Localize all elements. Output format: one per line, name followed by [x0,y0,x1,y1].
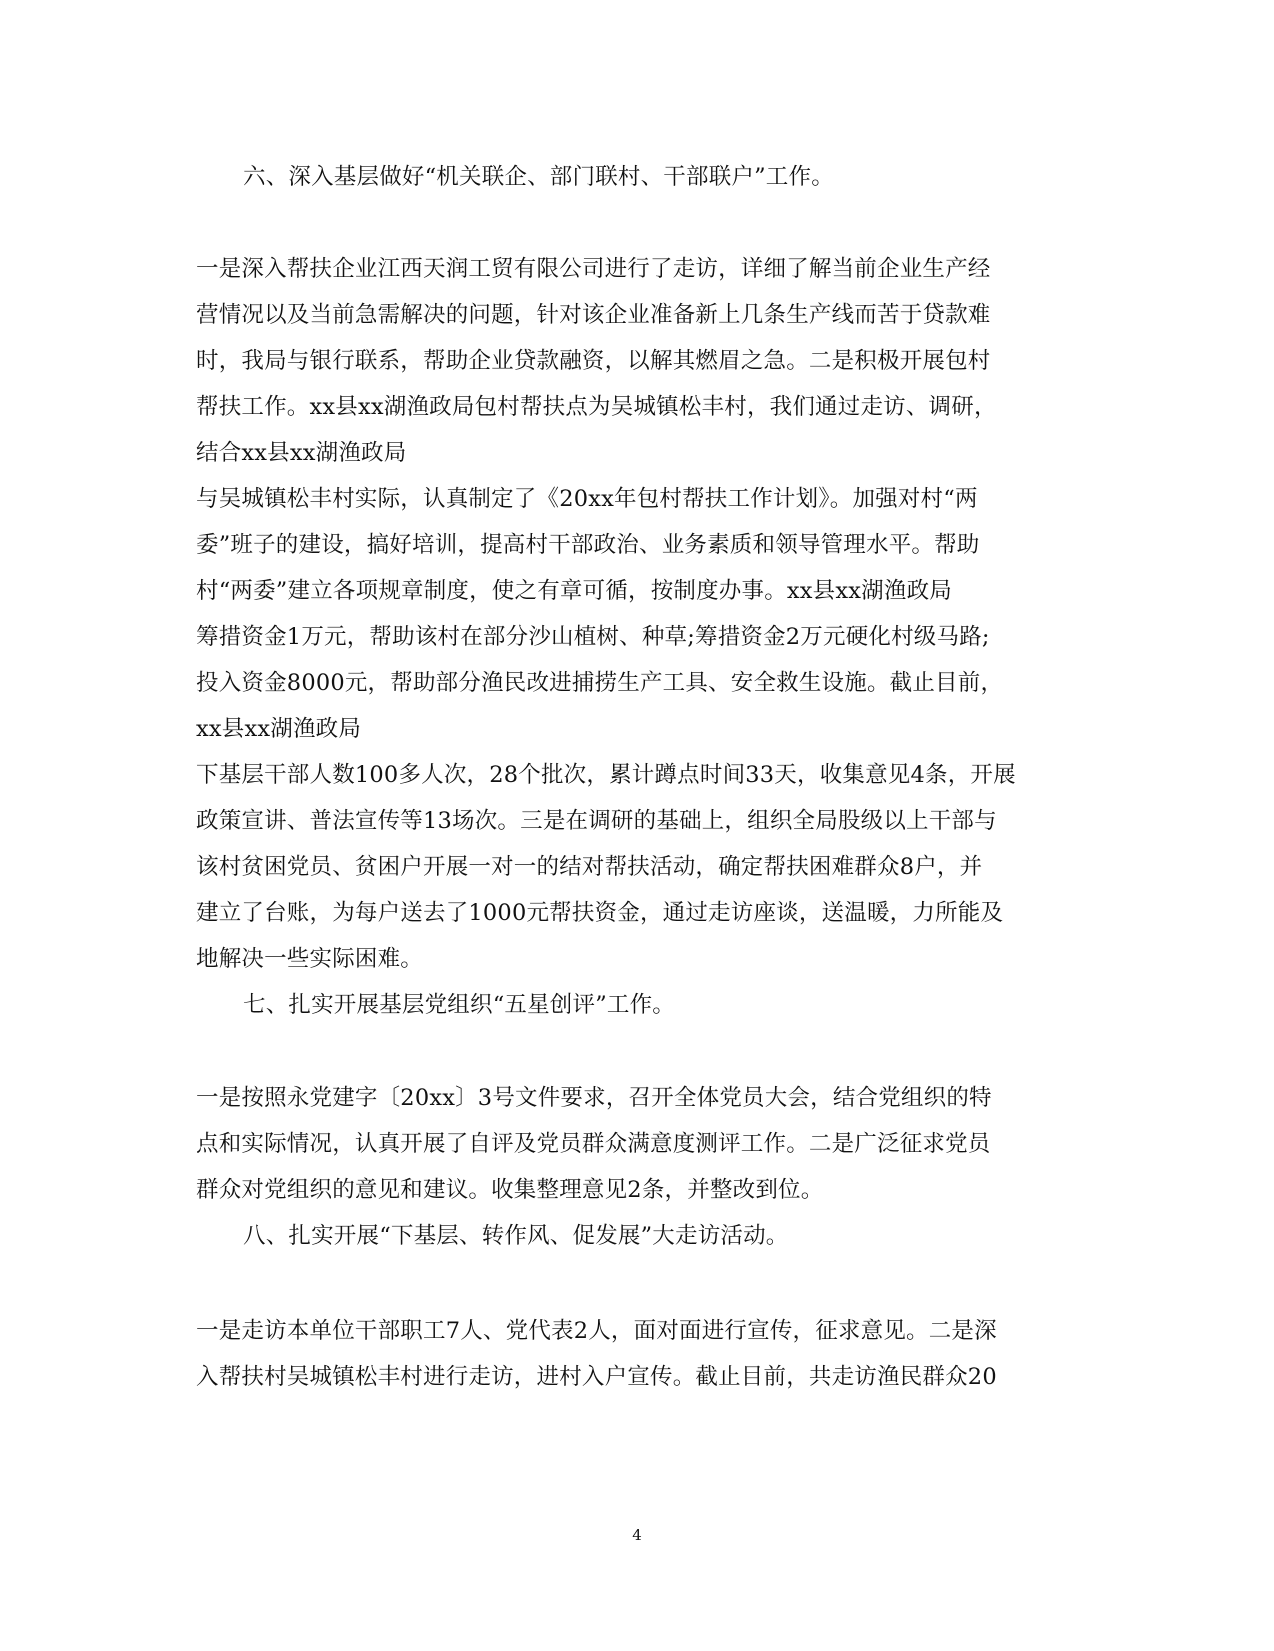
text-line: 结合xx县xx湖渔政局 [196,440,407,466]
text-line: 一是按照永党建字〔20xx〕3号文件要求，召开全体党员大会，结合党组织的特 [196,1085,992,1111]
text-line: 该村贫困党员、贫困户开展一对一的结对帮扶活动，确定帮扶困难群众8户，并 [196,854,983,880]
text-line: 营情况以及当前急需解决的问题，针对该企业准备新上几条生产线而苦于贷款难 [196,302,991,328]
text-line: 下基层干部人数100多人次，28个批次，累计蹲点时间33天，收集意见4条，开展 [196,762,1016,788]
text-line: 村“两委”建立各项规章制度，使之有章可循，按制度办事。xx县xx湖渔政局 [196,578,952,604]
page-number: 4 [632,1526,642,1544]
text-line: 政策宣讲、普法宣传等13场次。三是在调研的基础上，组织全局股级以上干部与 [196,808,997,834]
section-heading-8: 八、扎实开展“下基层、转作风、促发展”大走访活动。 [243,1223,789,1249]
text-line: xx县xx湖渔政局 [196,716,362,742]
text-line: 筹措资金1万元，帮助该村在部分沙山植树、种草;筹措资金2万元硬化村级马路; [196,624,990,650]
text-line: 委”班子的建设，搞好培训，提高村干部政治、业务素质和领导管理水平。帮助 [196,532,980,558]
text-line: 时，我局与银行联系，帮助企业贷款融资，以解其燃眉之急。二是积极开展包村 [196,348,991,374]
text-line: 与吴城镇松丰村实际，认真制定了《20xx年包村帮扶工作计划》。加强对村“两 [196,486,978,512]
section-heading-7: 七、扎实开展基层党组织“五星创评”工作。 [243,992,676,1018]
section-heading-6: 六、深入基层做好“机关联企、部门联村、干部联户”工作。 [243,164,834,190]
text-line: 入帮扶村吴城镇松丰村进行走访，进村入户宣传。截止目前，共走访渔民群众20 [196,1364,997,1390]
text-line: 点和实际情况，认真开展了自评及党员群众满意度测评工作。二是广泛征求党员 [196,1131,991,1157]
text-line: 地解决一些实际困难。 [196,946,424,972]
text-line: 一是走访本单位干部职工7人、党代表2人，面对面进行宣传，征求意见。二是深 [196,1318,997,1344]
text-line: 群众对党组织的意见和建议。收集整理意见2条，并整改到位。 [196,1177,824,1203]
text-line: 帮扶工作。xx县xx湖渔政局包村帮扶点为吴城镇松丰村，我们通过走访、调研， [196,394,997,420]
text-line: 投入资金8000元，帮助部分渔民改进捕捞生产工具、安全救生设施。截止目前， [196,670,1004,696]
text-line: 一是深入帮扶企业江西天润工贸有限公司进行了走访，详细了解当前企业生产经 [196,256,991,282]
text-line: 建立了台账，为每户送去了1000元帮扶资金，通过走访座谈，送温暖，力所能及 [196,900,1004,926]
